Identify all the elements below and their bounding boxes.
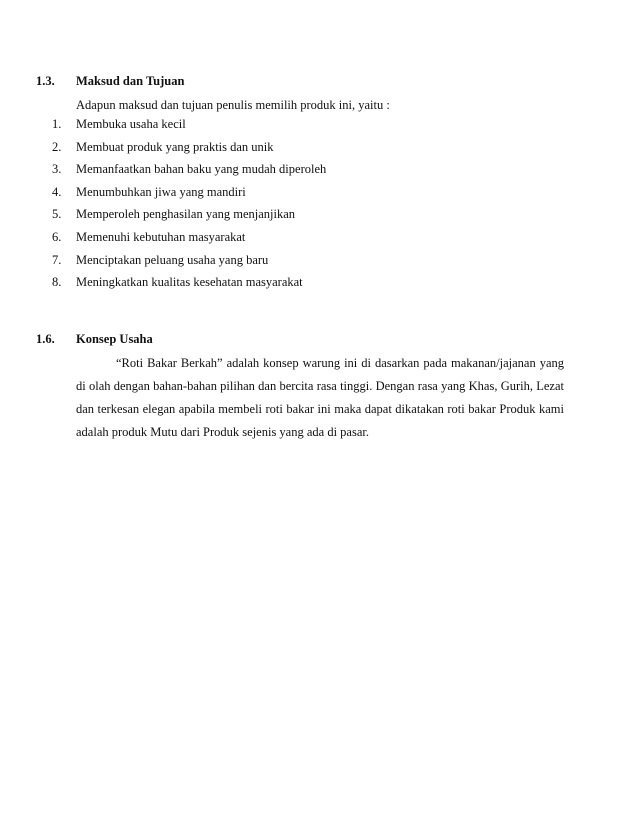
list-number: 7. (52, 252, 62, 267)
list-item (52, 252, 326, 275)
intro-text: Adapun maksud dan tujuan penulis memilih produk ini, yaitu : (76, 98, 390, 112)
list-text: Membuat produk yang praktis dan unik (76, 139, 274, 154)
section-title: Konsep Usaha (76, 332, 153, 346)
list-text: Menumbuhkan jiwa yang mandiri (76, 184, 246, 199)
concept-paragraph: “Roti Bakar Berkah” adalah konsep warung ini di dasarkan pada makanan/jajanan yang di olah dengan bahan-bahan pilihan dan bercita rasa tinggi. Dengan rasa yang Khas, Gurih, Lezat dan terkesan elegan apabila membeli roti bakar ini maka dapat dikatakan roti bakar Produk kami adalah produk Mutu dari Produk sejenis yang ada di pasar. (76, 356, 564, 439)
list-number: 2. (52, 139, 62, 154)
list-text: Memenuhi kebutuhan masyarakat (76, 229, 246, 244)
list-item (52, 274, 326, 297)
list-number: 3. (52, 162, 62, 177)
purpose-list (52, 116, 326, 297)
section-title: Maksud dan Tujuan (76, 74, 185, 88)
list-text: Memperoleh penghasilan yang menjanjikan (76, 207, 296, 222)
list-item (52, 161, 326, 184)
list-number: 4. (52, 184, 62, 199)
section-number: 1.3. (36, 74, 55, 88)
list-number: 5. (52, 207, 62, 222)
list-item (52, 139, 326, 162)
list-number: 1. (52, 117, 62, 131)
list-text: Membuka usaha kecil (76, 117, 186, 131)
list-item (52, 229, 326, 252)
list-item (52, 116, 326, 139)
list-item (52, 206, 326, 229)
list-text: Meningkatkan kualitas kesehatan masyarakat (76, 275, 303, 290)
list-text: Memanfaatkan bahan baku yang mudah diperoleh (76, 162, 327, 177)
list-item (52, 184, 326, 207)
list-number: 8. (52, 275, 62, 290)
list-number: 6. (52, 229, 62, 244)
list-text: Menciptakan peluang usaha yang baru (76, 252, 269, 267)
section-number: 1.6. (36, 332, 55, 346)
